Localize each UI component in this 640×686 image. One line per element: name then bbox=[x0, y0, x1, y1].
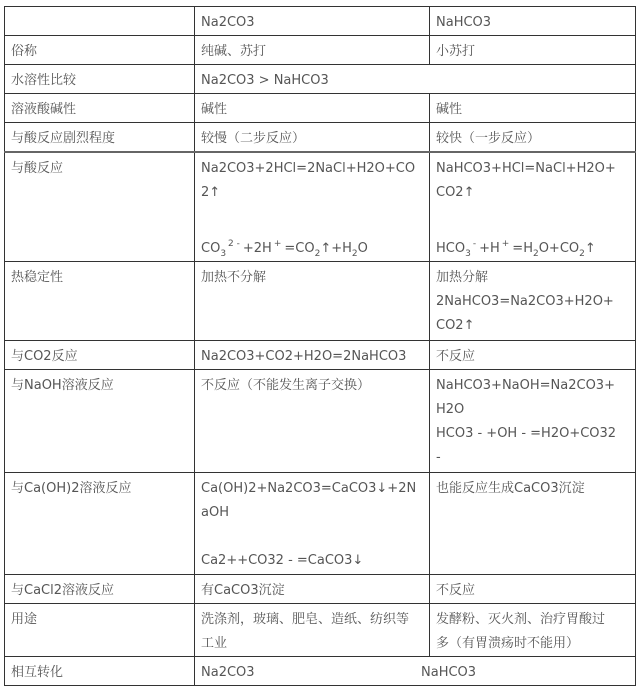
formula-part: ↑+H bbox=[320, 241, 352, 256]
cell-nahco3 bbox=[430, 152, 636, 262]
row-label: 用途 bbox=[5, 604, 195, 657]
cell-merged-solubility: Na2CO3 > NaHCO3 bbox=[195, 65, 636, 94]
table-row-cacl2-reaction bbox=[5, 575, 636, 604]
cell-nahco3 bbox=[430, 604, 636, 657]
equation-line: aOH bbox=[201, 505, 229, 520]
ionic-equation bbox=[201, 237, 423, 261]
row-label: 水溶性比较 bbox=[5, 65, 195, 94]
cell-merged-interconversion bbox=[195, 657, 636, 686]
cell-na2co3: 不反应（不能发生离子交换） bbox=[195, 370, 430, 473]
table-row-acidity bbox=[5, 94, 636, 123]
cell-nahco3: 也能反应生成CaCO3沉淀 bbox=[430, 473, 636, 575]
spacer bbox=[201, 525, 423, 549]
ionic-equation bbox=[436, 237, 629, 261]
table-row-caoh2-reaction bbox=[5, 473, 636, 575]
header-empty-cell bbox=[5, 7, 195, 36]
equation-line: HCO3 - +OH - =H2O+CO32 bbox=[436, 426, 617, 441]
formula-part: CO bbox=[201, 241, 221, 256]
formula-part: O+CO bbox=[538, 241, 580, 256]
row-label: 与NaOH溶液反应 bbox=[5, 370, 195, 473]
cell-nahco3 bbox=[430, 370, 636, 473]
subscript: 2 bbox=[314, 249, 321, 259]
interconversion-right: NaHCO3 bbox=[421, 665, 477, 680]
cell-nahco3 bbox=[430, 262, 636, 341]
cell-na2co3: 碱性 bbox=[195, 94, 430, 123]
equation-line: CO2↑ bbox=[436, 318, 475, 333]
table-header-row bbox=[5, 7, 636, 36]
cell-nahco3: 不反应 bbox=[430, 575, 636, 604]
table-row-naoh-reaction bbox=[5, 370, 636, 473]
equation-line: CO2↑ bbox=[436, 185, 475, 200]
text-line: 工业 bbox=[201, 636, 228, 651]
equation-line: Ca(OH)2+Na2CO3=CaCO3↓+2N bbox=[201, 481, 417, 496]
equation-line: H2O bbox=[436, 402, 465, 417]
text-line: 洗涤剂，玻璃、肥皂、造纸、纺织等 bbox=[201, 612, 410, 627]
table-row-thermal-stability bbox=[5, 262, 636, 341]
text-line: 多（有胃溃疡时不能用） bbox=[436, 636, 580, 651]
cell-nahco3: 小苏打 bbox=[430, 36, 636, 65]
cell-nahco3: 不反应 bbox=[430, 341, 636, 370]
header-nahco3: NaHCO3 bbox=[430, 7, 636, 36]
row-label: 溶液酸碱性 bbox=[5, 94, 195, 123]
formula-part: =CO bbox=[284, 241, 315, 256]
table-row-acid-reaction-intensity bbox=[5, 123, 636, 153]
table-row-co2-reaction bbox=[5, 341, 636, 370]
cell-na2co3 bbox=[195, 473, 430, 575]
row-label: 与CaCl2溶液反应 bbox=[5, 575, 195, 604]
cell-na2co3: Na2CO3+CO2+H2O=2NaHCO3 bbox=[195, 341, 430, 370]
superscript: + bbox=[501, 239, 510, 249]
cell-nahco3: 碱性 bbox=[430, 94, 636, 123]
cell-na2co3: 纯碱、苏打 bbox=[195, 36, 430, 65]
equation-line: 2↑ bbox=[201, 185, 221, 200]
table-row-interconversion bbox=[5, 657, 636, 686]
subscript: 2 bbox=[351, 249, 358, 259]
cell-nahco3: 较快（一步反应） bbox=[430, 123, 636, 153]
cell-na2co3: 有CaCO3沉淀 bbox=[195, 575, 430, 604]
formula-part: HCO bbox=[436, 241, 466, 256]
table-row-acid-reaction bbox=[5, 152, 636, 262]
formula-part: ↑ bbox=[584, 241, 596, 256]
equation-line: Na2CO3+2HCl=2NaCl+H2O+CO bbox=[201, 161, 416, 176]
comparison-table bbox=[4, 6, 636, 686]
equation-line: NaHCO3+NaOH=Na2CO3+ bbox=[436, 378, 615, 393]
formula-part: =H bbox=[512, 241, 533, 256]
cell-na2co3: 加热不分解 bbox=[195, 262, 430, 341]
row-label: 与酸反应剧烈程度 bbox=[5, 123, 195, 153]
equation-line: - bbox=[436, 450, 441, 465]
formula-part: +H bbox=[479, 241, 500, 256]
row-label: 俗称 bbox=[5, 36, 195, 65]
subscript: 3 bbox=[465, 249, 471, 259]
subscript: 3 bbox=[220, 249, 227, 259]
row-label: 热稳定性 bbox=[5, 262, 195, 341]
row-label: 相互转化 bbox=[5, 657, 195, 686]
spacer bbox=[436, 205, 629, 229]
subscript: 2 bbox=[579, 249, 585, 259]
superscript: - bbox=[472, 239, 477, 249]
equation-line: 2NaHCO3=Na2CO3+H2O+ bbox=[436, 294, 614, 309]
table-row-common-name bbox=[5, 36, 636, 65]
row-label: 与酸反应 bbox=[5, 152, 195, 262]
cell-na2co3: 较慢（二步反应） bbox=[195, 123, 430, 153]
table-row-solubility bbox=[5, 65, 636, 94]
formula-part: O bbox=[357, 241, 368, 256]
interconversion-left: Na2CO3 bbox=[201, 665, 255, 680]
formula-part: +2H bbox=[242, 241, 272, 256]
cell-na2co3 bbox=[195, 152, 430, 262]
text-line: 发酵粉、灭火剂、治疗胃酸过 bbox=[436, 612, 606, 627]
row-label: 与CO2反应 bbox=[5, 341, 195, 370]
superscript: 2 - bbox=[228, 239, 240, 249]
spacer bbox=[201, 205, 423, 229]
row-label: 与Ca(OH)2溶液反应 bbox=[5, 473, 195, 575]
subscript: 2 bbox=[532, 249, 539, 259]
equation-line: Ca2++CO32 - =CaCO3↓ bbox=[201, 553, 364, 568]
superscript: + bbox=[273, 239, 282, 249]
text-line: 加热分解 bbox=[436, 270, 489, 285]
table-row-uses bbox=[5, 604, 636, 657]
cell-na2co3 bbox=[195, 604, 430, 657]
header-na2co3: Na2CO3 bbox=[195, 7, 430, 36]
equation-line: NaHCO3+HCl=NaCl+H2O+ bbox=[436, 161, 616, 176]
